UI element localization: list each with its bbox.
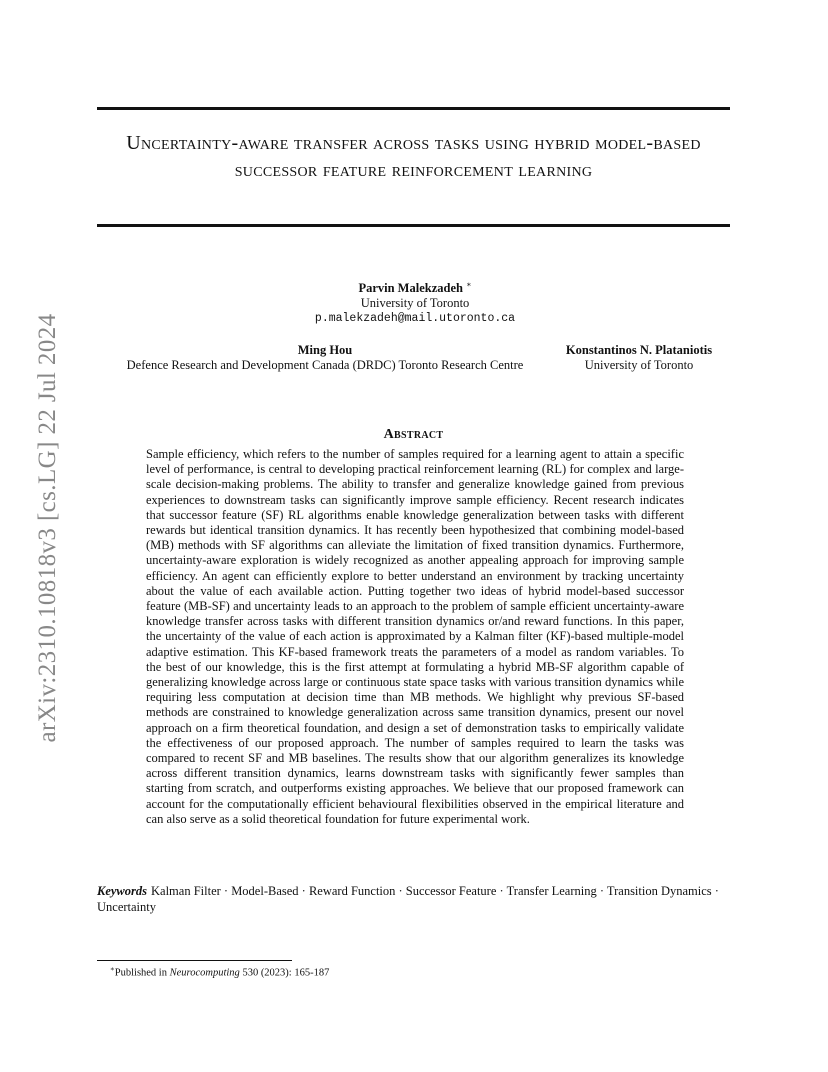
author-affiliation: Defence Research and Development Canada (DRDC) Toronto Research Centre bbox=[126, 358, 524, 372]
author-footnote-mark: ∗ bbox=[466, 280, 472, 289]
title-top-rule bbox=[97, 107, 730, 110]
author-affiliation: University of Toronto bbox=[360, 296, 470, 311]
title-bottom-rule bbox=[97, 224, 730, 227]
footnote bbox=[110, 963, 329, 980]
paper-title: Uncertainty-aware transfer across tasks using hybrid model-based successor feature reinforcement learning bbox=[126, 132, 701, 181]
footnote-journal: Neurocomputing bbox=[169, 967, 240, 979]
author-name: Ming Hou bbox=[297, 343, 353, 357]
author-email: p.malekzadeh@mail.utoronto.ca bbox=[314, 312, 516, 326]
keywords-label: Keywords bbox=[97, 884, 147, 898]
footnote-mark: ∗ bbox=[110, 965, 115, 973]
author-name: Parvin Malekzadeh bbox=[358, 281, 463, 296]
footnote-prefix: Published in bbox=[114, 967, 170, 979]
footnote-rule bbox=[97, 960, 292, 961]
author-block-2 bbox=[100, 343, 550, 373]
author-affiliation: University of Toronto bbox=[584, 358, 694, 372]
keywords-text: Kalman Filter · Model-Based · Reward Function · Successor Feature · Transfer Learning · Transition Dynamics · Uncertainty bbox=[97, 884, 719, 914]
keywords-line bbox=[97, 884, 730, 915]
author-block-3 bbox=[555, 343, 723, 373]
author-block-1 bbox=[250, 277, 580, 326]
footnote-suffix: 530 (2023): 165-187 bbox=[239, 967, 330, 979]
abstract-text: Sample efficiency, which refers to the number of samples required for a learning agent to attain a specific level of performance, is central to developing practical reinforcement learning (RL) for complex and large-scale decision-making problems. The ability to transfer and generalize knowledge gained from previous experiences to downstream tasks can significantly improve sample efficiency. Recent research indicates that successor feature (SF) RL algorithms enable knowledge generalization between tasks with different rewards but identical transition dynamics. It has recently been hypothesized that combining model-based (MB) methods with SF algorithms can alleviate the limitation of fixed transition dynamics. Furthermore, uncertainty-aware exploration is widely recognized as another appealing approach for improving sample efficiency. An agent can efficiently explore to better understand an environment by tracking uncertainty about the value of each available action. Putting together two ideas of hybrid model-based successor feature (MB-SF) and uncertainty leads to an approach to the problem of sample efficient uncertainty-aware knowledge transfer across tasks with different transition dynamics or/and reward functions. In this paper, the uncertainty of the value of each action is approximated by a Kalman filter (KF)-based multiple-model adaptive estimation. This KF-based framework treats the parameters of a model as random variables. To the best of our knowledge, this is the first attempt at formulating a hybrid MB-SF algorithm capable of generalizing knowledge across large or continuous state space tasks with various transition dynamics while requiring less computation at decision time than MB methods. We highlight why previous SF-based methods are constrained to knowledge generalization across same transition dynamics, present our novel approach on a firm theoretical foundation, and design a set of demonstration tasks to empirically validate the effectiveness of our proposed approach. The number of samples required to learn the tasks was compared to recent SF and MB baselines. The results show that our algorithm generalizes its knowledge across different transition dynamics, learns downstream tasks with significantly fewer samples than starting from scratch, and outperforms existing approaches. We believe that our proposed framework can account for the computationally efficient behavioural flexibilities observed in the empirical literature and can also serve as a solid theoretical foundation for future experimental work. bbox=[146, 447, 684, 826]
abstract-heading: Abstract bbox=[383, 427, 444, 442]
author-name: Konstantinos N. Plataniotis bbox=[565, 343, 713, 357]
arxiv-identifier: arXiv:2310.10818v3 [cs.LG] 22 Jul 2024 bbox=[34, 313, 61, 743]
